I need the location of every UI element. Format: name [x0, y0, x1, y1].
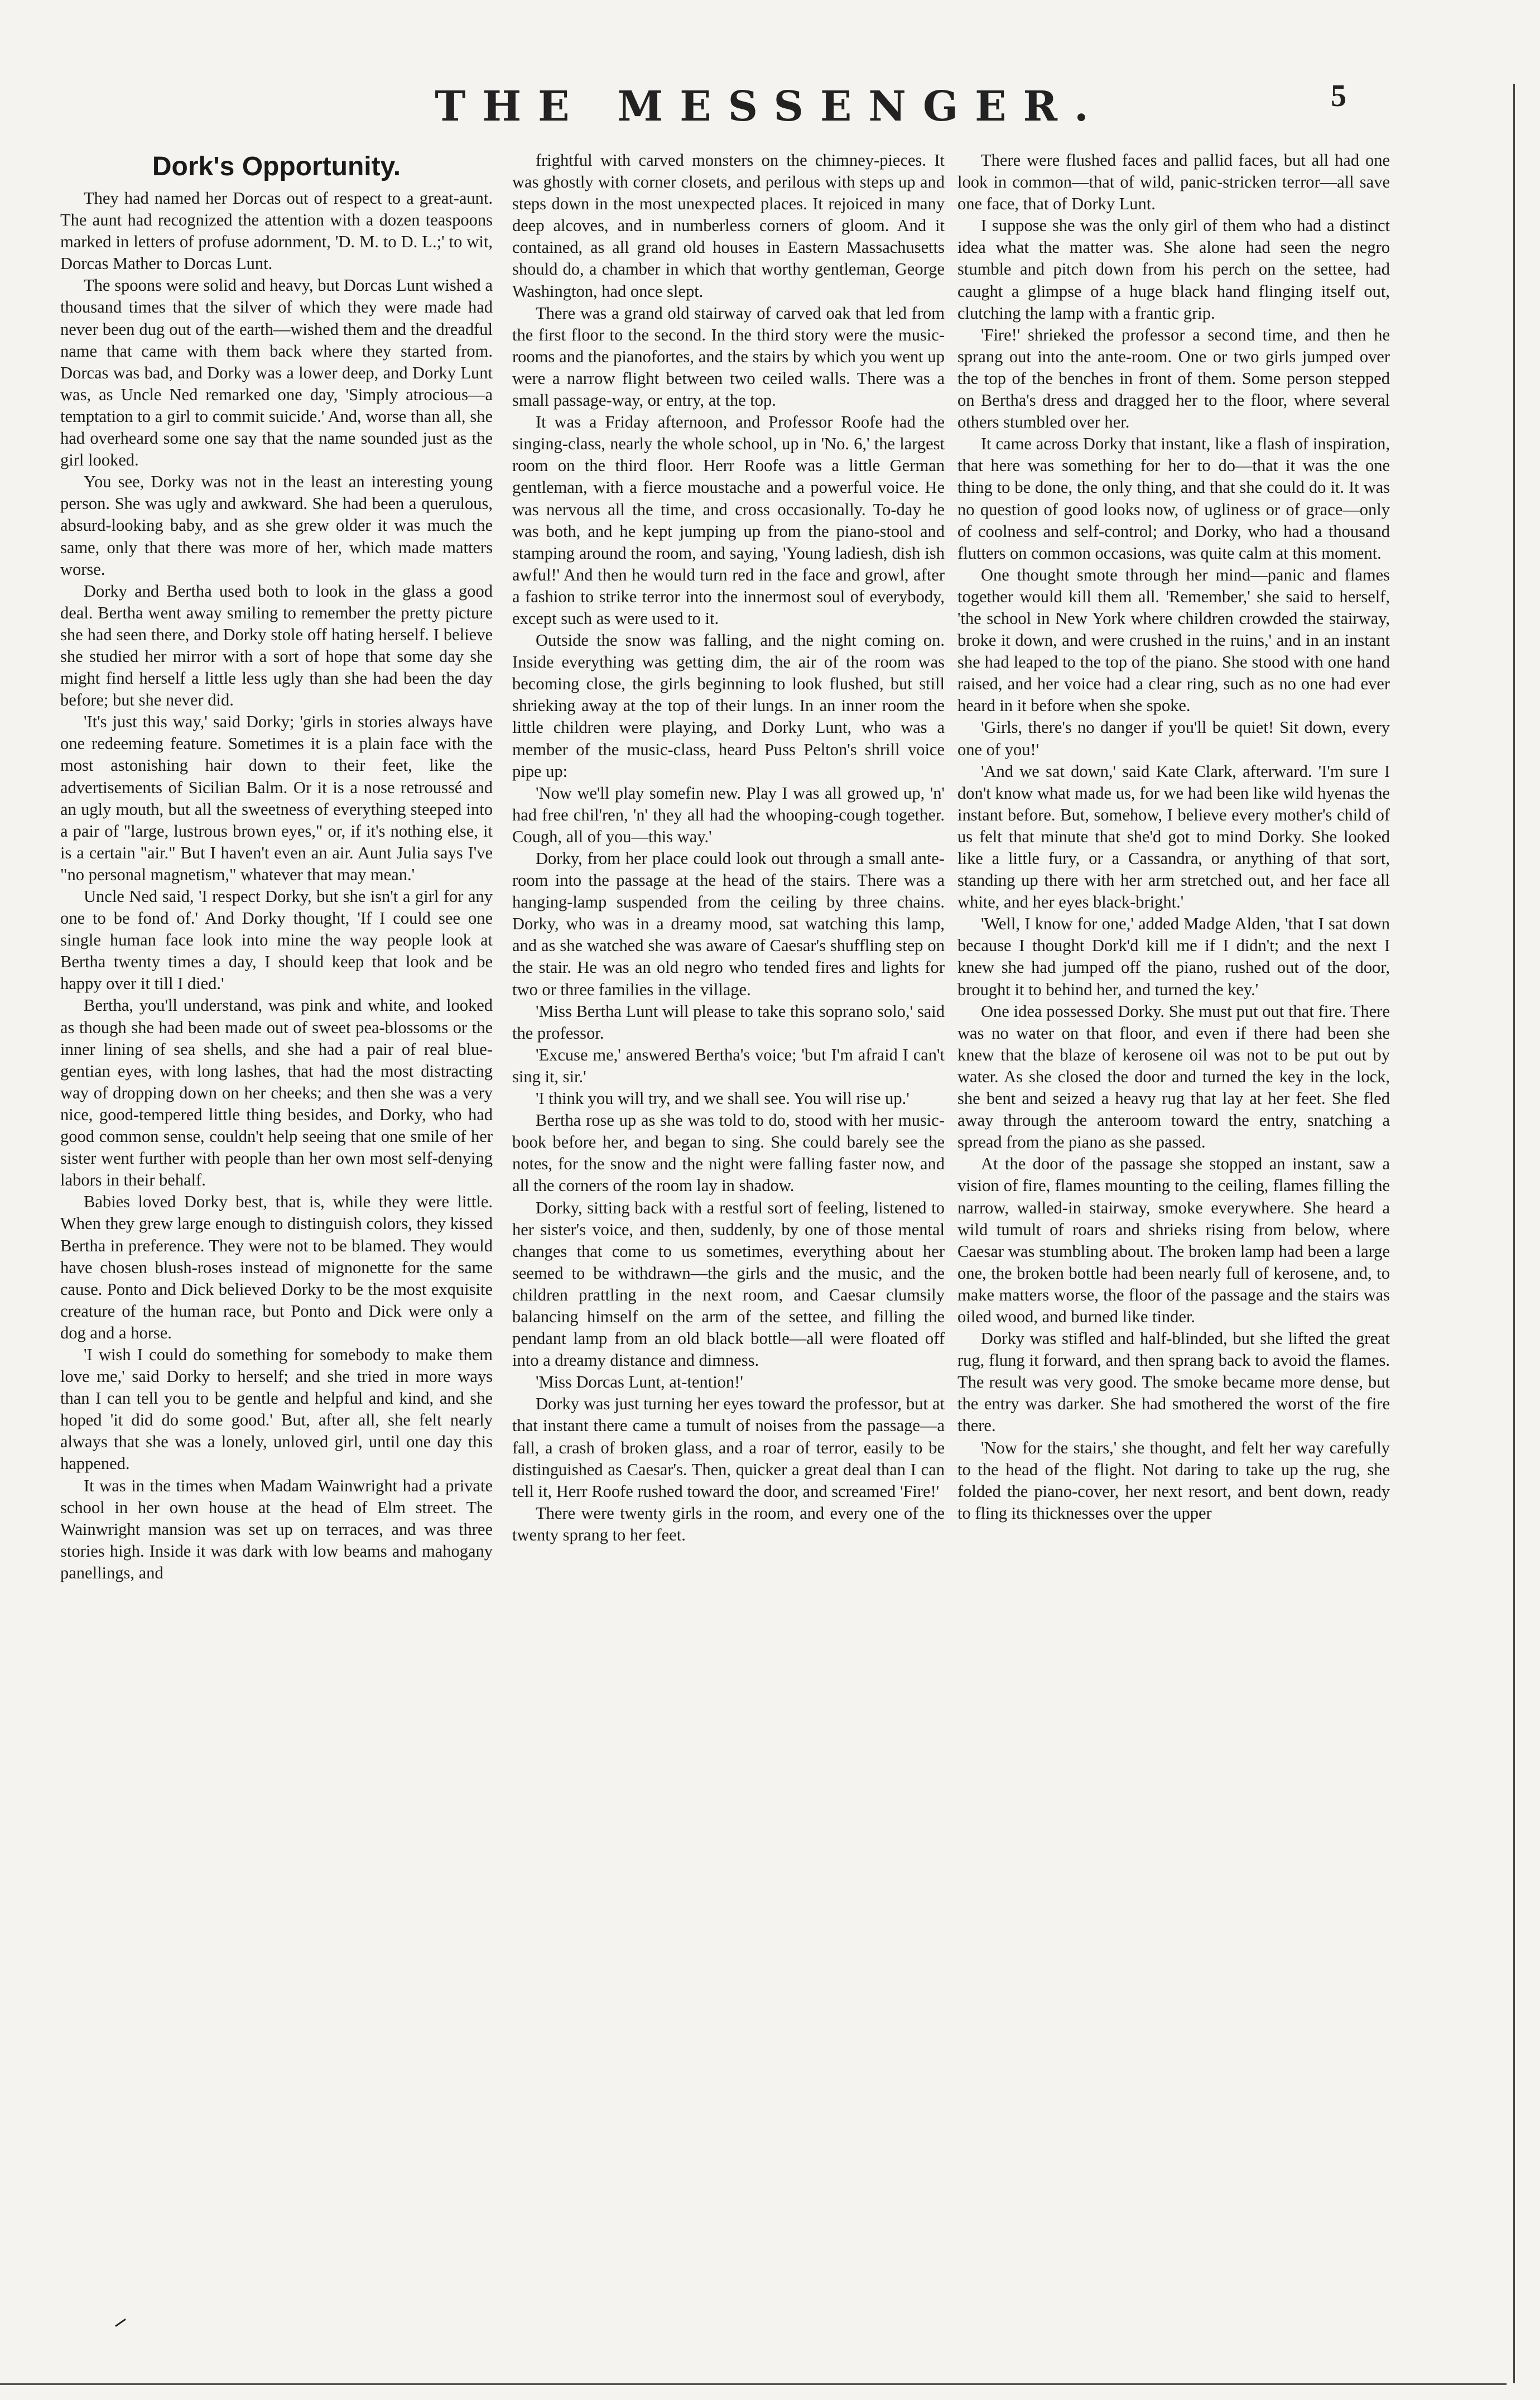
article-paragraph: Babies loved Dorky best, that is, while they were little. When they grew large enough to distinguish colors, they kissed Bertha in preference. They were not to be blamed. They would have chosen blush-roses instead of mignonette for the same cause. Ponto and Dick believed Dorky to be the most exquisite creature of the human race, but Ponto and Dick were only a dog and a horse. — [60, 1192, 493, 1342]
article-paragraph: Outside the snow was falling, and the night coming on. Inside everything was getting dim, the air of the room was becoming close, the girls beginning to look flushed, but still shrieking away at the top of their lungs. In an inner room the little children were playing, and Dorky Lunt, who was a member of the music-class, heard Puss Pelton's shrill voice pipe up: — [512, 631, 945, 781]
article-paragraph: They had named her Dorcas out of respect to a great-aunt. The aunt had recognized the attention with a dozen teaspoons marked in letters of profuse adornment, 'D. M. to D. L.;' to wit, Dorcas Mather to Dorcas Lunt. — [60, 189, 493, 273]
article-paragraph: 'Now for the stairs,' she thought, and felt her way carefully to the head of the flight. Not daring to take up the rug, she folded the piano-cover, her next resort, and bent down, ready to fling its thicknesses over the upper — [957, 1438, 1390, 1523]
bottom-edge-rule — [0, 2383, 1507, 2385]
article-paragraph: 'And we sat down,' said Kate Clark, afterward. 'I'm sure I don't know what made us, for we had been like wild hyenas the instant before. But, somehow, I believe every mother's child of us felt that minute that she'd got to mind Dorky. She looked like a little fury, or a Cassandra, or anything of that sort, standing up there with her arm stretched out, and her face all white, and her eyes black-bright.' — [957, 761, 1390, 912]
article-paragraph: 'It's just this way,' said Dorky; 'girls in stories always have one redeeming feature. Sometimes it is a plain face with the most astonishing hair down to their feet, like the advertisements of Sicilian Balm. Or it is a nose retroussé and an ugly mouth, but all the sweetness of everything steeped into a pair of "large, lustrous brown eyes," or, if it's nothing else, it is a certain "air." But I haven't even an air. Aunt Julia says I've "no personal magnetism," whatever that may mean.' — [60, 712, 493, 884]
article-paragraph: frightful with carved monsters on the chimney-pieces. It was ghostly with corner closets, and perilous with steps up and steps down in the most unexpected places. It rejoiced in many deep alcoves, and in numberless corners of gloom. And it contained, as all grand old houses in Eastern Massachusetts should do, a chamber in which that worthy gentleman, George Washington, had once slept. — [512, 151, 945, 301]
article-paragraph: There were flushed faces and pallid faces, but all had one look in common—that of wild, panic-stricken terror—all save one face, that of Dorky Lunt. — [957, 151, 1390, 214]
page-number: 5 — [1331, 79, 1346, 113]
article-paragraph: Dorky was just turning her eyes toward the professor, but at that instant there came a tumult of noises from the passage—a fall, a crash of broken glass, and a roar of terror, easily to be distinguished as Caesar's. Then, quicker a great deal than I can tell it, Herr Roofe rushed toward the door, and screamed 'Fire!' — [512, 1394, 945, 1501]
article-paragraph: 'Well, I know for one,' added Madge Alden, 'that I sat down because I thought Dork'd kill me if I didn't; and the next I knew she had jumped off the piano, rushed out of the door, brought it to behind her, and turned the key.' — [957, 914, 1390, 999]
article-paragraph: Uncle Ned said, 'I respect Dorky, but she isn't a girl for any one to be fond of.' And Dorky thought, 'If I could see one single human face look into mine the way people look at Bertha twenty times a day, I should keep that look and be happy over it till I died.' — [60, 887, 493, 993]
article-paragraph: Dorky, from her place could look out through a small ante-room into the passage at the head of the stairs. There was a hanging-lamp suspended from the ceiling by three chains. Dorky, who was in a dreamy mood, sat watching this lamp, and as she watched she was aware of Caesar's shuffling step on the stair. He was an old negro who tended fires and lights for two or three families in the village. — [512, 849, 945, 999]
article-paragraph: There were twenty girls in the room, and every one of the twenty sprang to her feet. — [512, 1503, 945, 1544]
article-paragraph: 'Fire!' shrieked the professor a second time, and then he sprang out into the ante-room. One or two girls jumped over the top of the benches in front of them. Some person stepped on Bertha's dress and dragged her to the floor, where several others stumbled over her. — [957, 325, 1390, 432]
masthead: THE MESSENGER. — [435, 83, 1105, 131]
article-paragraph: Dorky, sitting back with a restful sort of feeling, listened to her sister's voice, and then, suddenly, by one of those mental changes that come to us sometimes, everything about her seemed to be withdrawn—the girls and the music, and the children prattling in the next room, and Caesar clumsily balancing himself on the arm of the settee, and filling the pendant lamp from an old black bottle—all were floated off into a dreamy distance and dimness. — [512, 1198, 945, 1370]
article-paragraph: Dorky was stifled and half-blinded, but she lifted the great rug, flung it forward, and then sprang back to avoid the flames. The result was very good. The smoke became more dense, but the entry was darker. She had smothered the worst of the fire there. — [957, 1329, 1390, 1436]
article-column-1 — [60, 150, 493, 2315]
article-paragraph: Bertha, you'll understand, was pink and white, and looked as though she had been made out of sweet pea-blossoms or the inner lining of sea shells, and she had a pair of real blue-gentian eyes, with long lashes, that had the most distracting way of dropping down on her cheeks; and then she was a very nice, good-tempered little thing besides, and Dorky, who had good common sense, couldn't help seeing that one smile of her sister went further with people than her own most self-denying labors in their behalf. — [60, 996, 493, 1190]
article-paragraph: Bertha rose up as she was told to do, stood with her music-book before her, and began to sing. She could barely see the notes, for the snow and the night were falling faster now, and all the corners of the room lay in shadow. — [512, 1111, 945, 1196]
article-paragraph: Dorky and Bertha used both to look in the glass a good deal. Bertha went away smiling to remember the pretty picture she had seen there, and Dorky stole off hating herself. I believe she studied her mirror with a sort of hope that some day she might find herself a little less ugly than she had been the day before; but she never did. — [60, 581, 493, 710]
article-paragraph: 'Miss Bertha Lunt will please to take this soprano solo,' said the professor. — [512, 1001, 945, 1043]
article-title: Dork's Opportunity. — [152, 152, 401, 181]
article-paragraph: 'I wish I could do something for somebody to make them love me,' said Dorky to herself; and she tried in more ways than I can tell you to be gentle and helpful and kind, and she hoped 'it did do some good.' But, after all, she felt nearly always that she was a lonely, unloved girl, until one day this happened. — [60, 1345, 493, 1473]
article-paragraph: It came across Dorky that instant, like a flash of inspiration, that here was something for her to do—that it was the one thing to be done, the only thing, and that she could do it. It was no question of good looks now, of ugliness or of grace—only of coolness and self-control; and Dorky, who had a thousand flutters on common occasions, was quite calm at this moment. — [957, 434, 1390, 563]
article-paragraph: There was a grand old stairway of carved oak that led from the first floor to the second. In the third story were the music-rooms and the pianofortes, and the stairs by which you went up were a narrow flight between two ceiled walls. There was a small passage-way, or entry, at the top. — [512, 303, 945, 410]
article-paragraph: It was a Friday afternoon, and Professor Roofe had the singing-class, nearly the whole school, up in 'No. 6,' the largest room on the third floor. Herr Roofe was a little German gentleman, with a fierce moustache and a powerful voice. He was nervous all the time, and cross occasionally. To-day he was both, and he kept jumping up from the piano-stool and stamping around the room, and saying, 'Young ladiesh, dish ish awful!' And then he would turn red in the face and growl, after a fashion to strike terror into the innermost soul of everybody, except such as were used to it. — [512, 412, 945, 628]
article-paragraph: 'Excuse me,' answered Bertha's voice; 'but I'm afraid I can't sing it, sir.' — [512, 1045, 945, 1086]
article-column-3 — [957, 150, 1390, 2315]
article-paragraph: 'I think you will try, and we shall see. You will rise up.' — [536, 1089, 909, 1108]
article-paragraph: 'Miss Dorcas Lunt, at-tention!' — [536, 1372, 743, 1392]
article-paragraph: It was in the times when Madam Wainwright had a private school in her own house at the head of Elm street. The Wainwright mansion was set up on terraces, and was three stories high. Inside it was dark with low beams and mahogany panellings, and — [60, 1476, 493, 1582]
article-paragraph: You see, Dorky was not in the least an interesting young person. She was ugly and awkward. She had been a querulous, absurd-looking baby, and as she grew older it was much the same, only that there was more of her, which made matters worse. — [60, 472, 493, 579]
article-column-2 — [512, 150, 945, 2315]
article-paragraph: One idea possessed Dorky. She must put out that fire. There was no water on that floor, and even if there had been she knew that the blaze of kerosene oil was not to be put out by water. As she closed the door and turned the key in the lock, she bent and seized a heavy rug that lay at her feet. She fled away through the anteroom toward the entry, snatching a spread from the piano as she passed. — [957, 1001, 1390, 1152]
ink-mark — [115, 2319, 126, 2327]
article-paragraph: At the door of the passage she stopped an instant, saw a vision of fire, flames mounting to the ceiling, flames filling the narrow, walled-in stairway, smoke everywhere. She heard a wild tumult of roars and shrieks rising from below, where Caesar was stumbling about. The broken lamp had been a large one, the broken bottle had been nearly full of kerosene, and, to make matters worse, the floor of the passage and the stairs was oiled wood, and burned like tinder. — [957, 1154, 1390, 1326]
article-paragraph: One thought smote through her mind—panic and flames together would kill them all. 'Remember,' she said to herself, 'the school in New York where children crowded the stairway, broke it down, and were crushed in the ruins,' and in an instant she had leaped to the top of the piano. She stood with one hand raised, and her voice had a clear ring, such as no one had ever heard in it before when she spoke. — [957, 565, 1390, 716]
article-paragraph: I suppose she was the only girl of them who had a distinct idea what the matter was. She alone had seen the negro stumble and pitch down from his perch on the settee, had caught a glimpse of a huge black hand flinging itself out, clutching the lamp with a frantic grip. — [957, 216, 1390, 323]
article-paragraph: The spoons were solid and heavy, but Dorcas Lunt wished a thousand times that the silver of which they were made had never been dug out of the earth—wished them and the dreadful name that came with them back where they started from. Dorcas was bad, and Dorky was a lower deep, and Dorky Lunt was, as Uncle Ned remarked one day, 'Simply atrocious—a temptation to a girl to commit suicide.' And, worse than all, she had overheard some one say that the name sounded just as the girl looked. — [60, 276, 493, 470]
article-paragraph: 'Girls, there's no danger if you'll be quiet! Sit down, every one of you!' — [957, 718, 1390, 759]
article-paragraph: 'Now we'll play somefin new. Play I was all growed up, 'n' had free chil'ren, 'n' they all had the whooping-cough together. Cough, all of you—this way.' — [512, 783, 945, 846]
right-edge-rule — [1513, 84, 1515, 2383]
